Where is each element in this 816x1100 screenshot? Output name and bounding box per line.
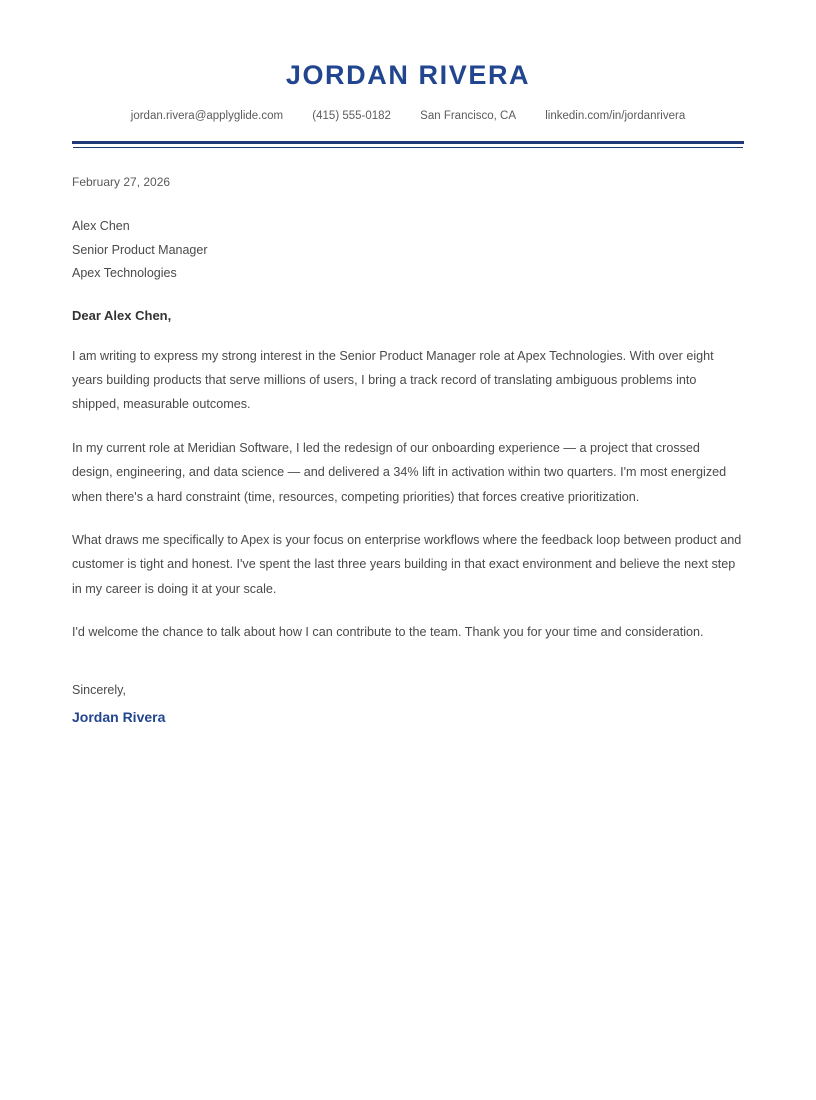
letter-date: February 27, 2026	[72, 175, 171, 189]
recipient-title: Senior Product Manager	[72, 242, 208, 257]
recipient-company: Apex Technologies	[72, 266, 177, 280]
header-divider	[72, 141, 744, 144]
salutation: Dear Alex Chen,	[72, 307, 172, 323]
body-paragraph: I am writing to express my strong interest in the Senior Product Manager role at Apex Technologies. With over eight years building products that serve millions of users, I bring a track record of translating ambiguous problems into shipped, measurable outcomes.	[72, 348, 714, 412]
contact-phone: (415) 555-0182	[312, 110, 391, 122]
closing-salutation: Sincerely,	[72, 682, 126, 697]
recipient-name: Alex Chen	[72, 219, 130, 233]
contact-email: jordan.rivera@applyglide.com	[130, 110, 284, 122]
body-paragraph: In my current role at Meridian Software, I led the redesign of our onboarding experience — a project that crossed design, engineering, and data science — and delivered a 34% lift in activation within two quarters. I'm most energized when there's a hard constraint (time, resources, competing priorities) that forces creative prioritization.	[72, 440, 727, 504]
page-title: JORDAN RIVERA	[285, 60, 531, 90]
contact-line	[72, 108, 744, 124]
closing-block	[72, 681, 744, 727]
letter-body	[72, 344, 744, 645]
recipient-block	[72, 215, 744, 286]
signature-name: Jordan Rivera	[72, 708, 166, 725]
body-paragraph: What draws me specifically to Apex is your focus on enterprise workflows where the feedback loop between product and customer is tight and honest. I've spent the last three years building in that exact environment and believe the next step in my career is doing it at your scale.	[72, 532, 742, 596]
body-paragraph: I'd welcome the chance to talk about how I can contribute to the team. Thank you for your time and consideration.	[72, 625, 704, 640]
contact-location: San Francisco, CA	[420, 110, 517, 122]
letter-header	[72, 0, 744, 144]
contact-linkedin: linkedin.com/in/jordanrivera	[545, 110, 686, 122]
